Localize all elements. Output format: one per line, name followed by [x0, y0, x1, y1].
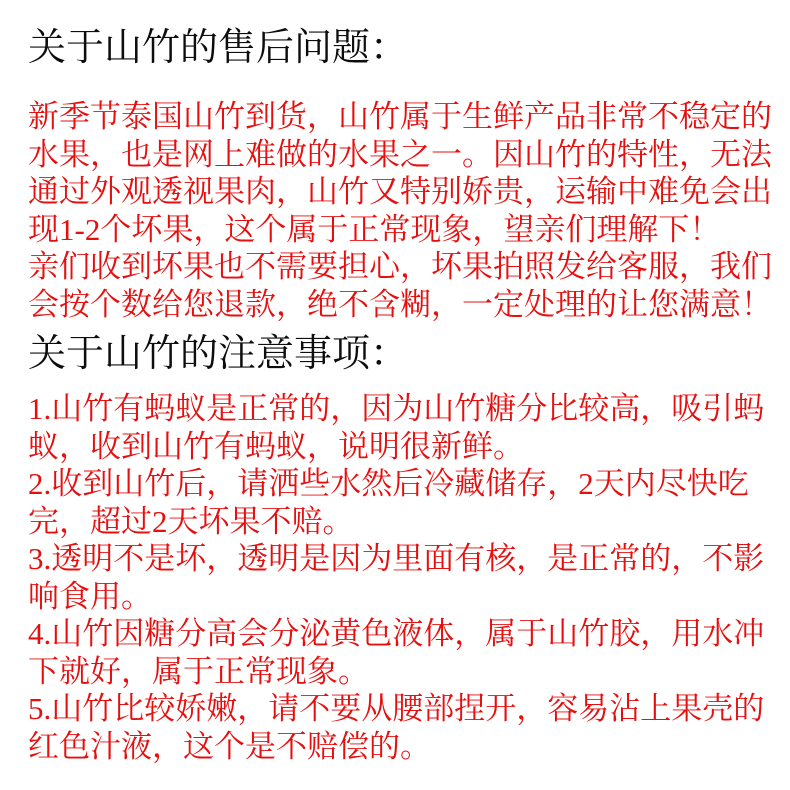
- notes-section-heading: 关于山竹的注意事项：: [28, 333, 409, 375]
- notice-item-1: 1.山竹有蚂蚁是正常的，因为山竹糖分比较高，吸引蚂蚁，收到山竹有蚂蚁，说明很新鲜。: [28, 391, 765, 464]
- notice-item-3: 3.透明不是坏，透明是因为里面有核，是正常的，不影响食用。: [28, 541, 765, 614]
- notice-item-2: 2.收到山竹后，请洒些水然后冷藏储存，2天内尽快吃完，超过2天坏果不赔。: [28, 466, 749, 539]
- aftersales-intro-paragraph: 新季节泰国山竹到货，山竹属于生鲜产品非常不稳定的水果，也是网上难做的水果之一。因山竹的特性，无法通过外观透视果肉，山竹又特别娇贵，运输中难免会出现1-2个坏果，这个属于正常现象，望亲们理解下！: [28, 99, 772, 247]
- aftersales-refund-paragraph: 亲们收到坏果也不需要担心，坏果拍照发给客服，我们会按个数给您退款，绝不含糊，一定处理的让您满意！: [28, 249, 772, 322]
- notice-item-4: 4.山竹因糖分高会分泌黄色液体，属于山竹胶，用水冲下就好，属于正常现象。: [28, 616, 765, 689]
- aftersales-section-heading: 关于山竹的售后问题：: [28, 27, 409, 69]
- notice-item-5: 5.山竹比较娇嫩，请不要从腰部捏开，容易沾上果壳的红色汁液，这个是不赔偿的。: [28, 691, 765, 764]
